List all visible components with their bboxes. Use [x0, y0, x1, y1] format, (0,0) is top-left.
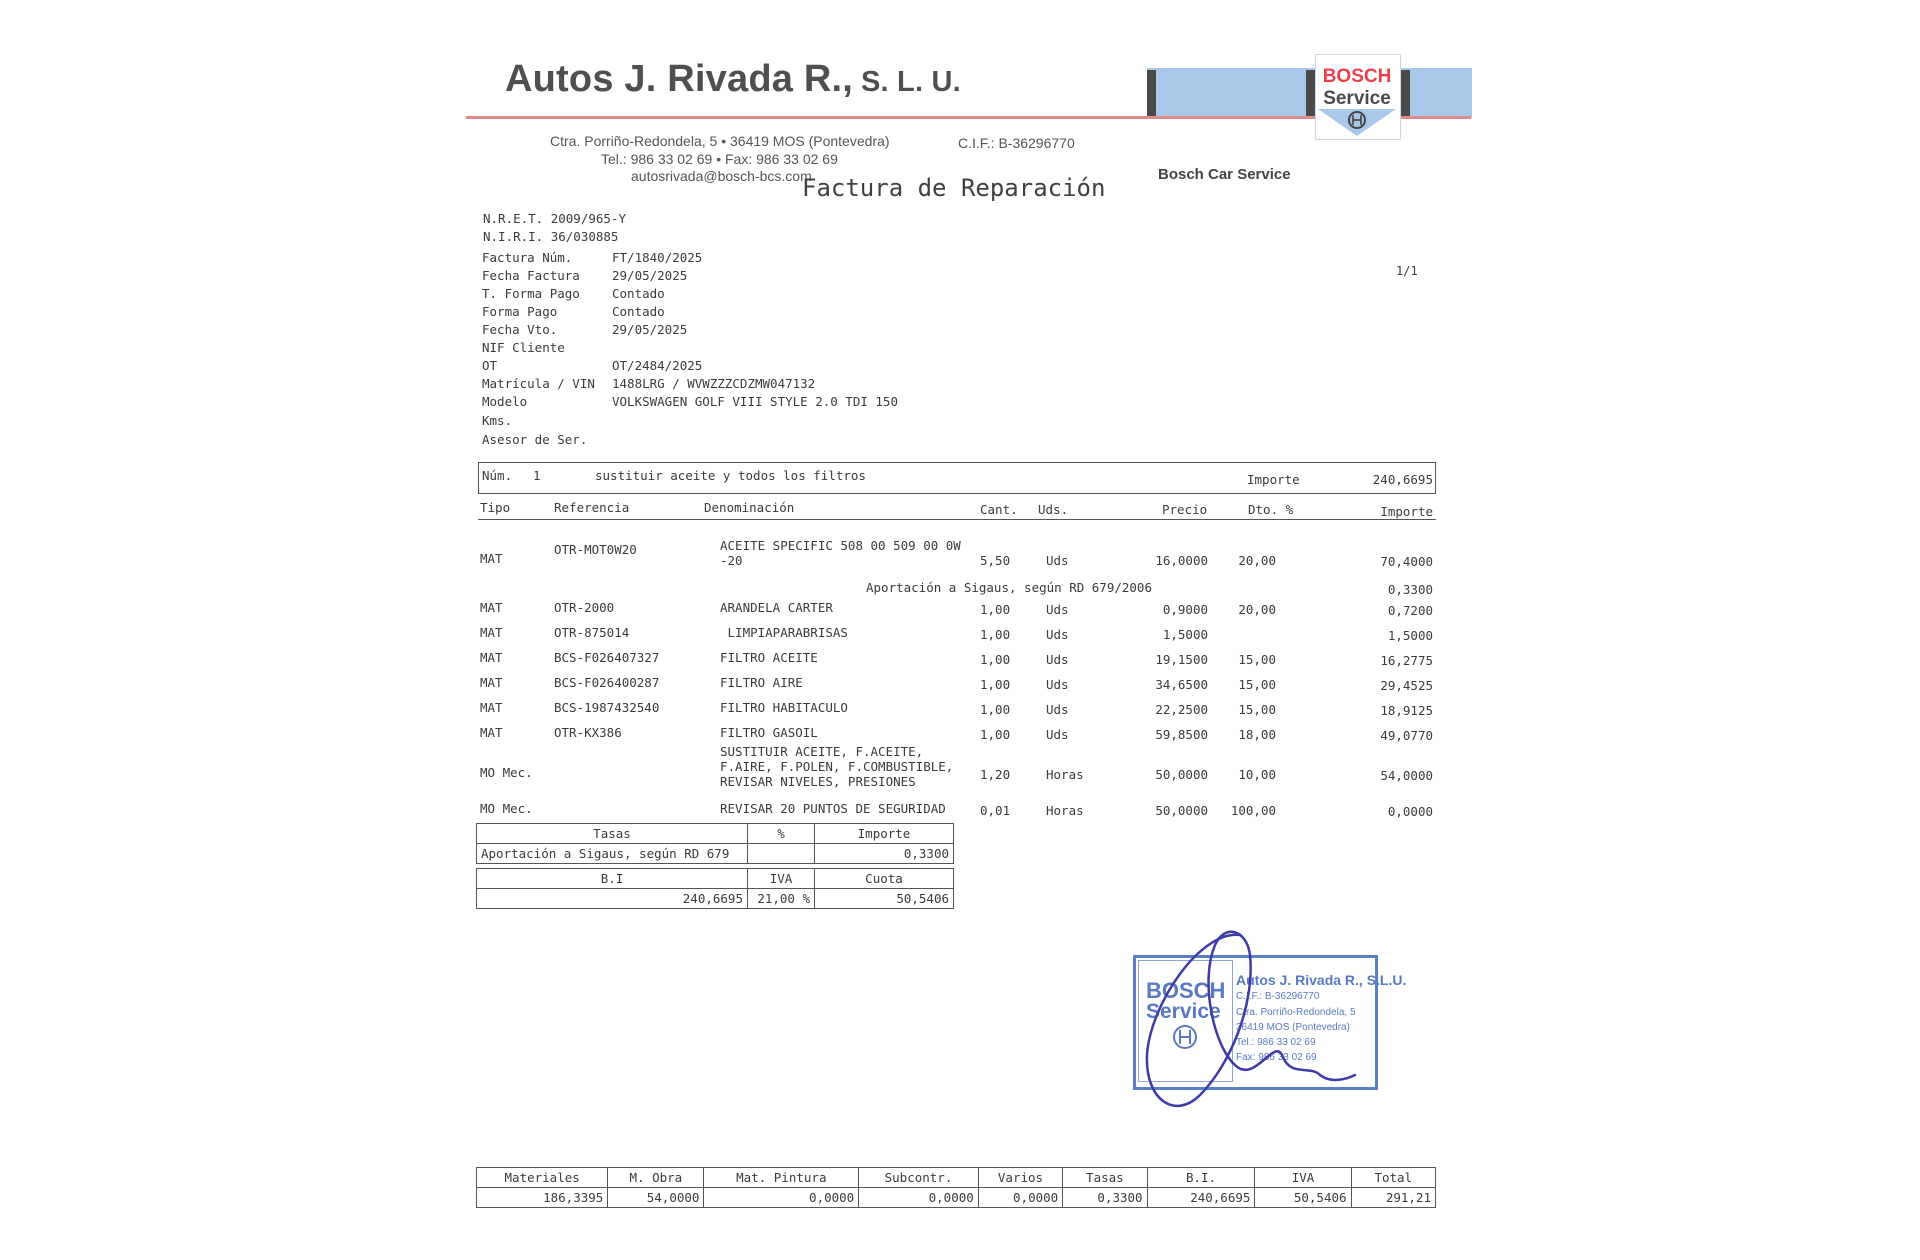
- address-line-1: Ctra. Porriño-Redondela, 5 • 36419 MOS (Pontevedra): [550, 133, 890, 149]
- line-uds: Uds: [1046, 702, 1069, 717]
- line-importe: 54,0000: [1380, 768, 1433, 783]
- field-value: 29/05/2025: [612, 268, 688, 283]
- field-label: Fecha Factura: [482, 268, 580, 283]
- line-importe: 18,9125: [1380, 703, 1433, 718]
- line-cant: 1,00: [980, 602, 1011, 617]
- col-referencia: Referencia: [554, 500, 630, 515]
- totals-header: M. Obra: [608, 1168, 704, 1188]
- tasas-table: [476, 823, 954, 864]
- field-label: T. Forma Pago: [482, 286, 580, 301]
- totals-header: Varios: [978, 1168, 1062, 1188]
- stamp-logo-service: Service: [1146, 1000, 1221, 1023]
- col-denominacion: Denominación: [704, 500, 795, 515]
- line-denominacion: FILTRO ACEITE: [720, 650, 818, 665]
- line-uds: Uds: [1046, 553, 1069, 568]
- company-name: Autos J. Rivada R., S. L. U.: [505, 58, 961, 100]
- line-denominacion: -20: [720, 553, 743, 568]
- line-ref: OTR-875014: [554, 625, 630, 640]
- bosch-armature-icon: [1318, 109, 1396, 137]
- col-importe: Importe: [1380, 504, 1433, 519]
- line-importe: 49,0770: [1380, 728, 1433, 743]
- line-precio: 0,9000: [1162, 602, 1208, 617]
- totals-header: Mat. Pintura: [704, 1168, 859, 1188]
- iva-table: [476, 868, 954, 909]
- field-value: 1488LRG / WVWZZZCDZMW047132: [612, 376, 816, 391]
- line-importe: 70,4000: [1380, 554, 1433, 569]
- line-ref: BCS-F026407327: [554, 650, 660, 665]
- stamp-logo-bosch: BOSCH: [1146, 978, 1226, 1003]
- stamp-company-name: Autos J. Rivada R., S.L.U.: [1236, 972, 1407, 988]
- totals-value: 291,21: [1351, 1188, 1435, 1208]
- line-uds: Uds: [1046, 627, 1069, 642]
- line-dto: 15,00: [1238, 677, 1276, 692]
- tasas-importe: 0,3300: [815, 844, 954, 864]
- line-denominacion: REVISAR NIVELES, PRESIONES: [720, 774, 916, 789]
- iva-pct: 21,00 %: [748, 889, 815, 909]
- line-cant: 1,00: [980, 702, 1011, 717]
- line-tipo: MAT: [480, 675, 503, 690]
- line-tipo: MAT: [480, 625, 503, 640]
- line-precio: 16,0000: [1155, 553, 1208, 568]
- line-cant: 0,01: [980, 803, 1011, 818]
- line-denominacion: ACEITE SPECIFIC 508 00 509 00 0W: [720, 538, 961, 553]
- line-dto: 20,00: [1238, 602, 1276, 617]
- line-denominacion: SUSTITUIR ACEITE, F.ACEITE,: [720, 744, 924, 759]
- field-label: Asesor de Ser.: [482, 432, 588, 447]
- line-precio: 50,0000: [1155, 803, 1208, 818]
- line-ref: OTR-KX386: [554, 725, 622, 740]
- totals-value: 186,3395: [477, 1188, 608, 1208]
- line-ref: OTR-MOT0W20: [554, 542, 637, 557]
- line-uds: Uds: [1046, 652, 1069, 667]
- line-note: Aportación a Sigaus, según RD 679/2006: [866, 580, 1152, 595]
- line-tipo: MAT: [480, 650, 503, 665]
- tasas-concept: Aportación a Sigaus, según RD 679: [477, 844, 748, 864]
- stamp-fax: Fax: 986 33 02 69: [1236, 1052, 1317, 1063]
- line-importe: 29,4525: [1380, 678, 1433, 693]
- logo-service-text: Service: [1323, 88, 1391, 109]
- tasas-header-importe: Importe: [815, 824, 954, 844]
- stamp-city: 36419 MOS (Pontevedra): [1236, 1022, 1350, 1033]
- job-importe-label: Importe: [1247, 472, 1300, 487]
- job-importe: 240,6695: [1372, 472, 1433, 487]
- handwritten-signature: [1105, 925, 1365, 1125]
- line-dto: 15,00: [1238, 702, 1276, 717]
- totals-value: 0,3300: [1063, 1188, 1147, 1208]
- document-title: Factura de Reparación: [802, 174, 1106, 202]
- field-value: Contado: [612, 286, 665, 301]
- totals-value: 240,6695: [1147, 1188, 1255, 1208]
- address-line-2: Tel.: 986 33 02 69 • Fax: 986 33 02 69: [601, 151, 838, 167]
- line-tipo: MAT: [480, 600, 503, 615]
- line-dto: 100,00: [1230, 803, 1276, 818]
- line-uds: Horas: [1046, 767, 1084, 782]
- header-post-left: [1147, 70, 1156, 116]
- line-uds: Horas: [1046, 803, 1084, 818]
- line-cant: 1,00: [980, 652, 1011, 667]
- line-denominacion: LIMPIAPARABRISAS: [720, 625, 848, 640]
- totals-header: Tasas: [1063, 1168, 1147, 1188]
- field-value: Contado: [612, 304, 665, 319]
- line-uds: Uds: [1046, 677, 1069, 692]
- line-tipo: MO Mec.: [480, 765, 533, 780]
- line-denominacion: F.AIRE, F.POLEN, F.COMBUSTIBLE,: [720, 759, 954, 774]
- job-num-label: Núm.: [482, 468, 513, 483]
- line-denominacion: REVISAR 20 PUNTOS DE SEGURIDAD: [720, 801, 946, 816]
- field-label: Fecha Vto.: [482, 322, 558, 337]
- job-box: [478, 462, 1436, 494]
- line-dto: 20,00: [1238, 553, 1276, 568]
- field-value: FT/1840/2025: [612, 250, 703, 265]
- line-dto: 18,00: [1238, 727, 1276, 742]
- line-ref: OTR-2000: [554, 600, 615, 615]
- line-precio: 1,5000: [1162, 627, 1208, 642]
- line-uds: Uds: [1046, 602, 1069, 617]
- line-denominacion: ARANDELA CARTER: [720, 600, 833, 615]
- line-denominacion: FILTRO GASOIL: [720, 725, 818, 740]
- col-cant: Cant.: [980, 502, 1018, 517]
- totals-header-row: [477, 1168, 1436, 1188]
- col-dto: Dto. %: [1248, 502, 1294, 517]
- field-label: Forma Pago: [482, 304, 558, 319]
- totals-header: IVA: [1255, 1168, 1351, 1188]
- bosch-car-service-label: Bosch Car Service: [1158, 166, 1291, 183]
- field-label: OT: [482, 358, 498, 373]
- line-tipo: MAT: [480, 725, 503, 740]
- line-uds: Uds: [1046, 727, 1069, 742]
- niri: N.I.R.I. 36/030885: [483, 229, 619, 244]
- line-cant: 1,00: [980, 627, 1011, 642]
- line-tipo: MO Mec.: [480, 801, 533, 816]
- line-importe: 0,7200: [1387, 603, 1433, 618]
- iva-header-bi: B.I: [477, 869, 748, 889]
- tasas-pct: [748, 844, 815, 864]
- header-post-mid: [1306, 70, 1315, 116]
- cif: C.I.F.: B-36296770: [958, 135, 1075, 151]
- field-label: Factura Núm.: [482, 250, 573, 265]
- line-cant: 5,50: [980, 553, 1011, 568]
- page-number: 1/1: [1396, 264, 1418, 278]
- line-cant: 1,20: [980, 767, 1011, 782]
- line-precio: 50,0000: [1155, 767, 1208, 782]
- totals-value-row: [477, 1188, 1436, 1208]
- tasas-header-pct: %: [748, 824, 815, 844]
- tasas-header-tasas: Tasas: [477, 824, 748, 844]
- line-ref: BCS-F026400287: [554, 675, 660, 690]
- iva-cuota: 50,5406: [815, 889, 954, 909]
- line-precio: 19,1500: [1155, 652, 1208, 667]
- nret: N.R.E.T. 2009/965-Y: [483, 211, 626, 226]
- totals-value: 50,5406: [1255, 1188, 1351, 1208]
- line-dto: 15,00: [1238, 652, 1276, 667]
- line-precio: 34,6500: [1155, 677, 1208, 692]
- line-tipo: MAT: [480, 551, 503, 566]
- job-num: 1: [533, 468, 541, 483]
- field-label: Modelo: [482, 394, 528, 409]
- totals-value: 54,0000: [608, 1188, 704, 1208]
- field-value: VOLKSWAGEN GOLF VIII STYLE 2.0 TDI 150: [612, 394, 898, 409]
- iva-bi: 240,6695: [477, 889, 748, 909]
- totals-value: 0,0000: [704, 1188, 859, 1208]
- line-tipo: MAT: [480, 700, 503, 715]
- totals-header: Total: [1351, 1168, 1435, 1188]
- col-precio: Precio: [1162, 502, 1208, 517]
- iva-header-iva: IVA: [748, 869, 815, 889]
- line-importe: 1,5000: [1387, 628, 1433, 643]
- totals-header: B.I.: [1147, 1168, 1255, 1188]
- field-label: NIF Cliente: [482, 340, 565, 355]
- line-ref: BCS-1987432540: [554, 700, 660, 715]
- totals-header: Subcontr.: [859, 1168, 979, 1188]
- line-dto: 10,00: [1238, 767, 1276, 782]
- field-value: OT/2484/2025: [612, 358, 703, 373]
- totals-value: 0,0000: [859, 1188, 979, 1208]
- stamp-tel: Tel.: 986 33 02 69: [1236, 1037, 1316, 1048]
- header-rule: [478, 519, 1436, 520]
- field-value: 29/05/2025: [612, 322, 688, 337]
- line-precio: 22,2500: [1155, 702, 1208, 717]
- col-tipo: Tipo: [480, 500, 511, 515]
- email-address: autosrivada@bosch-bcs.com: [631, 168, 812, 184]
- iva-header-cuota: Cuota: [815, 869, 954, 889]
- logo-bosch-text: BOSCH: [1322, 66, 1392, 87]
- line-importe: 0,3300: [1387, 582, 1433, 597]
- stamp-cif: C.I.F.: B-36296770: [1236, 991, 1320, 1002]
- line-cant: 1,00: [980, 727, 1011, 742]
- job-description: sustituir aceite y todos los filtros: [595, 468, 866, 483]
- line-precio: 59,8500: [1155, 727, 1208, 742]
- line-denominacion: FILTRO HABITACULO: [720, 700, 848, 715]
- totals-value: 0,0000: [978, 1188, 1062, 1208]
- line-importe: 16,2775: [1380, 653, 1433, 668]
- totals-header: Materiales: [477, 1168, 608, 1188]
- stamp-address: Ctra. Porriño-Redondela, 5: [1236, 1007, 1356, 1018]
- totals-table: [476, 1167, 1436, 1208]
- field-label: Matrícula / VIN: [482, 376, 595, 391]
- line-denominacion: FILTRO AIRE: [720, 675, 803, 690]
- header-post-right: [1401, 70, 1410, 116]
- line-cant: 1,00: [980, 677, 1011, 692]
- col-uds: Uds.: [1038, 502, 1069, 517]
- field-label: Kms.: [482, 413, 513, 428]
- line-importe: 0,0000: [1387, 804, 1433, 819]
